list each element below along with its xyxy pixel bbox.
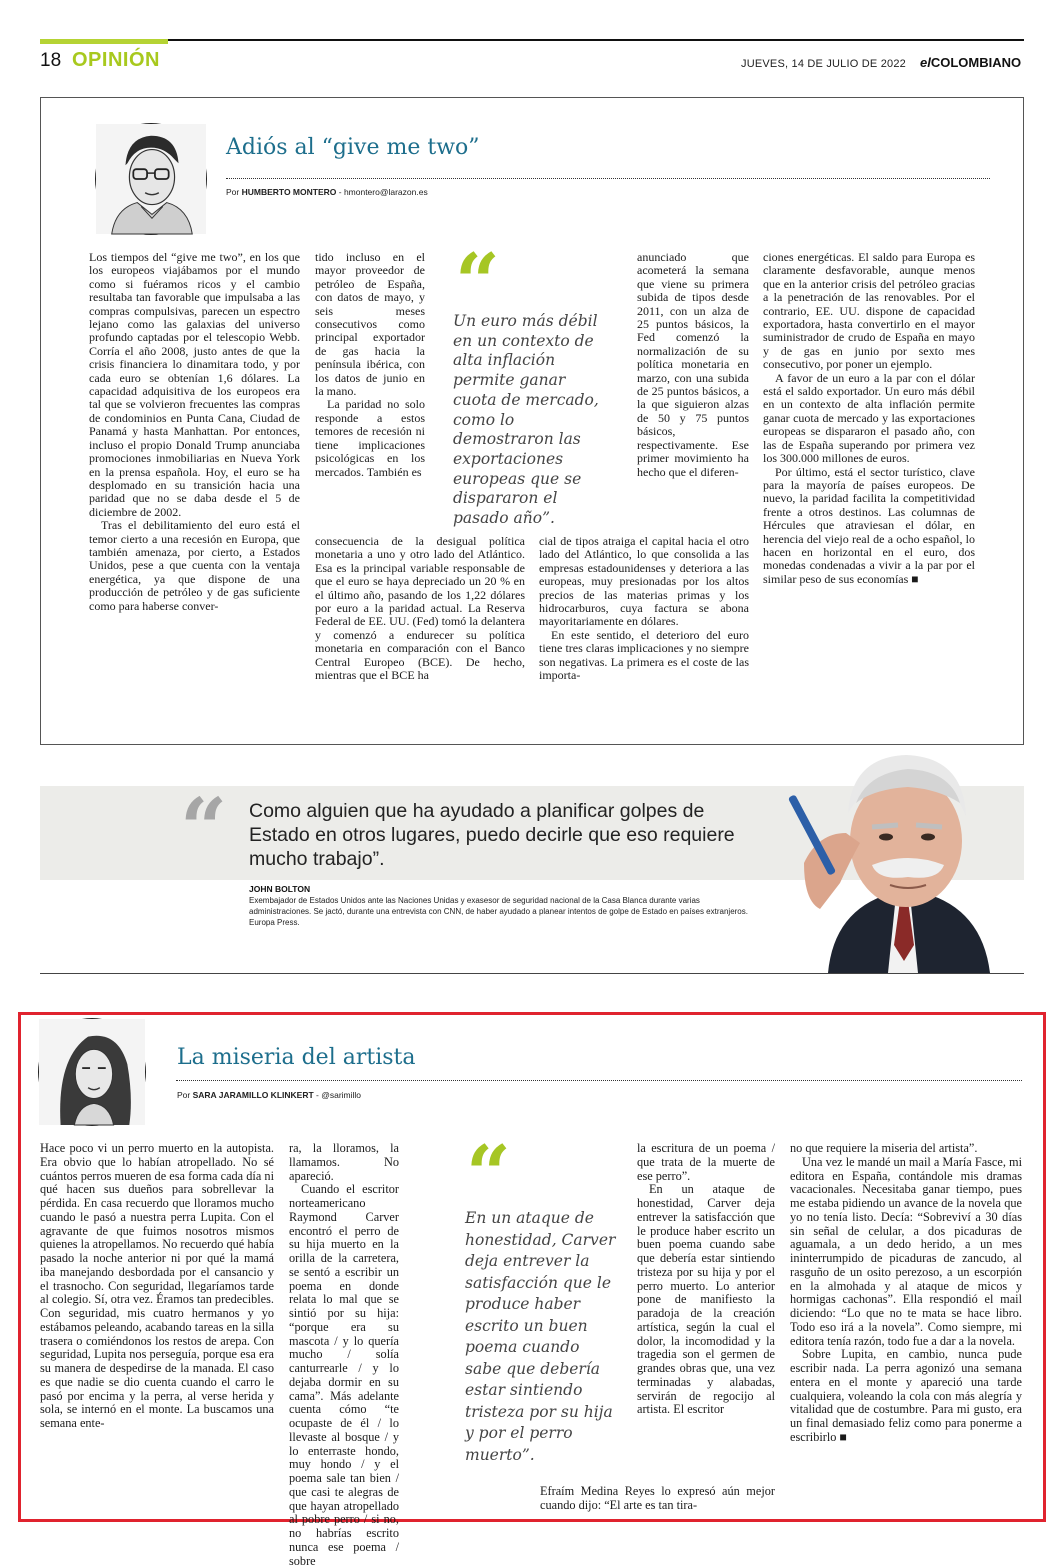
paragraph: la escritura de un poema / que trata de la muerte de ese perro”. (637, 1141, 775, 1183)
title-dotted-rule (226, 178, 990, 179)
article2-column-5 (790, 1142, 1022, 1445)
article1-column-2-bottom (315, 535, 525, 682)
paragraph: A favor de un euro a la par con el dólar está el saldo exportador. Un euro más débil en un contexto de alta inflación permite ganar cuota de mercado y las exportaciones europeas se dispararon el pasado año, con las de España superando por primera vez los 300.000 millones de euros. (763, 370, 975, 466)
article1-column-2 (315, 251, 425, 479)
pull-quote-mark: “ (466, 1129, 511, 1220)
quote-attribution-description: Exembajador de Estados Unidos ante las Naciones Unidas y exasesor de seguridad nacional de la Casa Blanca durante varias administraciones. Se jactó, durante una entrevista con CNN, de haber ayudado a planear intentos de golpe de Estado en países extranjeros. Europa Press. (249, 896, 748, 927)
article1-column-4 (637, 251, 749, 479)
author-portrait-humberto (95, 123, 207, 235)
article1-column-5 (763, 251, 975, 586)
pull-quote-adios: Un euro más débil en un contexto de alta inflación permite ganar cuota de mercado, como lo demostraron las exportaciones europeas que se dispararon el pasado año”. (453, 312, 599, 528)
brand-name: COLOMBIANO (930, 55, 1022, 70)
title-dotted-rule (176, 1080, 1022, 1081)
paragraph: cial de tipos atraiga el capital hacia el otro lado del Atlántico, lo que consolida a las empresas estadounidenses y deteriora a las europeas, muy presionadas por los altos precios de las materias primas y los hidrocarburos, cuya factura se abona mayoritariamente en dólares. (539, 534, 749, 629)
paragraph: La paridad no solo responde a estos temores de recesión ni tiene implicaciones psicológicas en los mercados. También es (315, 397, 425, 479)
byline-humberto: Por HUMBERTO MONTERO - hmontero@larazon.es (226, 187, 428, 197)
page-number: 18 (40, 50, 62, 71)
paragraph: Sobre Lupita, en cambio, nunca pude escribir nada. La perra agonizó una semana entera en el monte y apareció una tarde cualquiera, voleando la cola con más alegría y vitalidad que de costumbre. Para mi gusto, era un final demasiado feliz como para ponerme a escribirlo ■ (790, 1347, 1022, 1444)
paragraph: Tras el debilitamiento del euro está el temor cierto a una recesión en Europa, que también amenaza, por cierto, a Estados Unidos, pese a que cuenta con la ventaja energética, ya que dispone de una producción de petróleo y de gas suficiente como para haberse conver- (89, 518, 300, 613)
section-title: OPINIÓN (72, 49, 160, 71)
portrait-sketch-icon (96, 124, 206, 234)
header-rule (40, 39, 1024, 41)
paragraph: Los tiempos del “give me two”, en los que los europeos viajábamos por el mundo como si fuéramos ricos y el cambio resultaba tan favorable que impulsaba a las compras compulsivas, parecen un espectro lejano como las galaxias del universo profundo captadas por el telescopio Webb. Corría el año 2008, justo antes de que la crisis financiera lo dinamitara todo, y por cada euro se obtenían 1,6 dólares. La capacidad adquisitiva de los europeos era tal que se volvieron frecuentes las compras de condominios en Punta Cana, Ciudad de Panamá y hasta Manhattan. Por entonces, incluso el propio Donald Trump anunciaba promociones inmobiliarias en Nueva York en la prensa española. Hoy, el euro se ha desplomado en su transición hacia una paridad que no se daba desde el 5 de diciembre de 2002. (89, 250, 300, 519)
article2-column-1 (40, 1142, 274, 1431)
newspaper-logo (920, 55, 1021, 70)
author-name: SARA JARAMILLO KLINKERT (192, 1090, 314, 1100)
bolton-photo (768, 733, 1024, 973)
article2-column-4 (637, 1142, 775, 1417)
paragraph: tido incluso en el mayor proveedor de petróleo de España, con datos de mayo, y seis meses consecutivos como principal exportador de gas hacia la península ibérica, con los datos de junio en la mano. (315, 250, 425, 399)
article2-column-2 (289, 1142, 399, 1568)
issue-date: JUEVES, 14 DE JULIO DE 2022 (741, 58, 906, 70)
paragraph: Cuando el escritor norteamericano Raymond Carver encontró el perro de su hija muerto en la orilla de la carretera, se sentó a escribir un poema en donde relata lo mal que se sintió por su hija: “porque era su mascota / y lo quería mucho / solía canturrearle / y lo dejaba dormir en su cama”. Más adelante cuenta cómo “te ocupaste de él / lo llevaste al bosque / y lo enterraste hondo, muy hondo / y el poema sale tan bien / que casi te alegras de que hayan atropellado al pobre perro / si no, no habrías escrito nunca ese poema / sobre (289, 1182, 399, 1568)
article-title-miseria: La miseria del artista (177, 1045, 416, 1070)
article-title-adios: Adiós al “give me two” (226, 135, 480, 160)
paragraph: no que requiere la miseria del artista”. (790, 1141, 978, 1155)
article2-column-4-bottom (540, 1485, 775, 1513)
portrait-sketch-icon (39, 1019, 145, 1125)
byline-prefix: Por (226, 187, 240, 197)
paragraph: anunciado que acometerá la semana que viene su primera subida de tipos desde 2011, con un alza de 25 puntos básicos, la Fed comenzó la normalización de su política monetaria en marzo, con una subida de 25 puntos básicos, a la que siguieron alzas de 50 y 75 puntos básicos, respectivamente. Ese primer movimiento ha hecho que el diferen- (637, 250, 749, 479)
paragraph: En un ataque de honestidad, Carver deja entrever la satisfacción que le produce haber escrito un buen poema cuando sabe que debería estar sintiendo tristeza por su hija y por el perro muerto. Lo anterior pone de manifiesto la paradoja de la creación artística, según la cual el dolor, la incomodidad y la tragedia son el germen de grandes obras que, una vez terminadas y alabadas, servirán de regocijo al artista. El escritor (637, 1182, 775, 1417)
paragraph: Efraím Medina Reyes lo expresó aún mejor cuando dijo: “El arte es tan tira- (540, 1484, 775, 1512)
author-handle: @sarimillo (321, 1090, 362, 1100)
band-bottom-rule (40, 973, 1024, 974)
paragraph: En este sentido, el deterioro del euro tiene tres claras implicaciones y no siempre son negativas. La primera es el coste de las importa- (539, 627, 749, 683)
pull-quote-mark: “ (455, 237, 500, 328)
paragraph: Una vez le mandé un mail a María Fasce, mi editora en España, contándole mis dramas vacacionales. Necesitaba ganar tiempo, pues me estaba pidiendo un avance de la novela que yo no tenía listo. Decía: “Sobreviví a 30 días sin señal de celular, a dos picaduras de aguamala, a un dedo herido, a un mes ininterrumpido de picaduras de zancudo, al rasguño de un osito perezoso, a un escorpión en la almohada y al ataque de micos y hormigas cachonas”. Ella respondió el mail diciendo: “Lo que no te mata se hace libro. Todo eso irá a la novela”. Como siempre, mi editora tenía razón, todo fue a dar a la novela. (790, 1154, 1022, 1348)
article1-column-4-bottom (539, 535, 749, 682)
article1-column-1 (89, 251, 300, 613)
paragraph: ra, la lloramos, la llamamos. No apareció. (289, 1141, 399, 1183)
brand-prefix: el (920, 55, 931, 70)
author-name: HUMBERTO MONTERO (241, 187, 337, 197)
paragraph: ciones energéticas. El saldo para Europa es claramente desfavorable, aunque menos que en la anterior crisis del petróleo gracias a la penetración de las renovables. Por el contrario, EE. UU. dispone de capacidad exportadora, hasta convertirlo en el mayor suministrador de crudo de España en mayo y de gas en junio por sexto mes consecutivo, por poner un ejemplo. (763, 250, 975, 372)
byline-sara: Por SARA JARAMILLO KLINKERT - @sarimillo (177, 1090, 362, 1100)
pull-quote-miseria: En un ataque de honestidad, Carver deja entrever la satisfacción que le produce haber escrito un buen poema cuando sabe que debería estar sintiendo tristeza por su hija y por el perro muerto”. (465, 1209, 616, 1464)
paragraph: Por último, está el sector turístico, clave para la mayoría de países europeos. De nuevo, la paridad facilita la competitividad frente a otros destinos. Las columnas de Hércules que atraviesan el dólar, en herencia del viejo real de a ocho español, lo hacen en horizontal en el euro, dos monedas condenadas a vivir a la par por el similar peso de sus economías ■ (763, 464, 975, 586)
author-portrait-sara (38, 1018, 146, 1126)
bolton-quote: Como alguien que ha ayudado a planificar golpes de Estado en otros lugares, puedo decirle que eso requiere mucho trabajo”. (249, 800, 735, 870)
band-quote-mark: “ (180, 781, 228, 877)
author-email: hmontero@larazon.es (343, 187, 428, 197)
bolton-portrait-icon (768, 733, 1024, 973)
paragraph: consecuencia de la desigual política monetaria a uno y otro lado del Atlántico. Esa es la principal variable responsable de que el euro se haya depreciado un 20 % en el último año, pasando de los 1,22 dólares por euro a la paridad actual. La Reserva Federal de EE. UU. (Fed) tomó la delantera y comenzó a endurecer su política monetaria en comparación con el Banco Central Europeo (BCE). De hecho, mientras que el BCE ha (315, 534, 525, 683)
byline-prefix: Por (177, 1090, 191, 1100)
quote-attribution-name: JOHN BOLTON (249, 884, 311, 894)
paragraph: Hace poco vi un perro muerto en la autopista. Era obvio que lo habían atropellado. No sé cuántos perros mueren de esa forma cada día ni qué hacen sus dueños para sobrellevar la pérdida. En casa recuerdo que lloramos mucho cuando le pasó a nuestra perra Lupita. Con el agravante de que fuimos nosotros mismos quienes la atropellamos. No recuerdo qué había pasado la noche anterior ni por qué la mamá iba manejando desbordada por el cansancio y el trasnocho. Con seguridad, llegaríamos tarde al colegio. Sí, otra vez. Éramos tan predecibles. Con seguridad, mis cuatro hermanos y yo estábamos peleando, acabando tareas en la silla trasera o comiéndonos los restos de arepa. Con seguridad, Lupita nos perseguía, porque esa era su manera de despedirse de la manada. El caso es que nadie se dio cuenta cuando el carro le pasó por encima y la perra, al verse herida y sola, se internó en el monte. La buscamos una semana ente- (40, 1141, 274, 1430)
header-accent-bar (40, 39, 168, 44)
